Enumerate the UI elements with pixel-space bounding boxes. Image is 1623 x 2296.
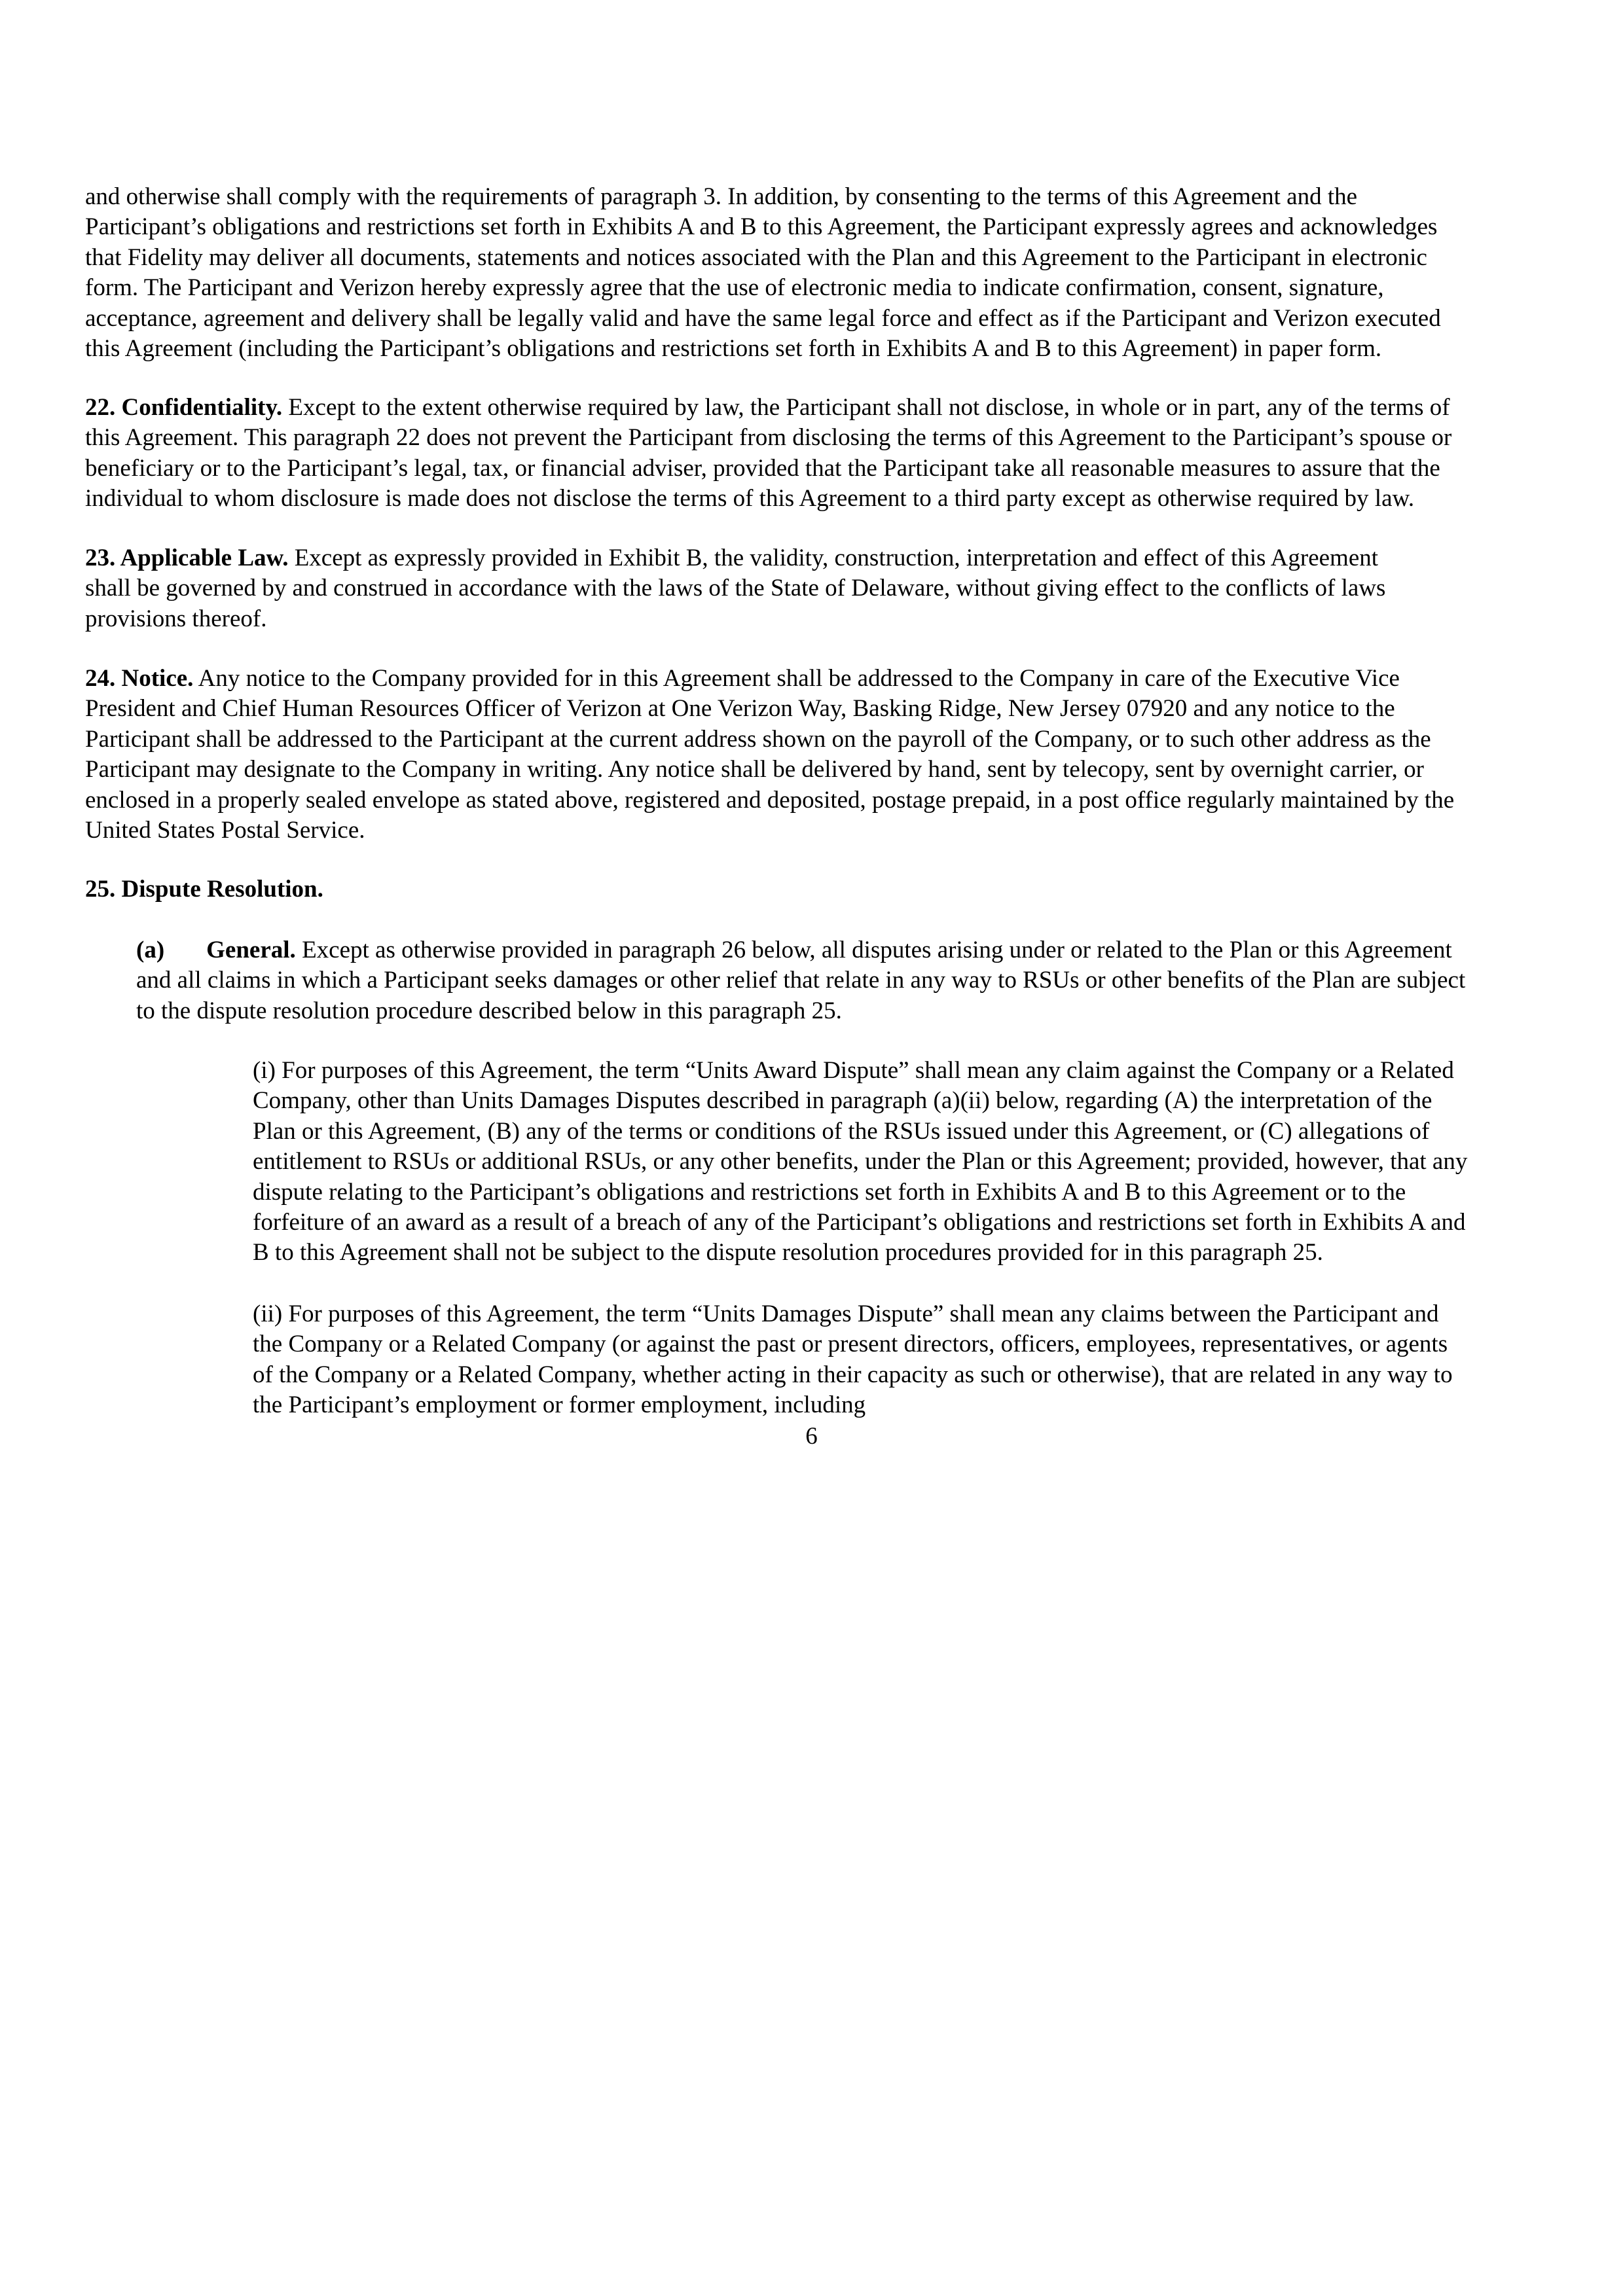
paragraph-line: to the dispute resolution procedure described below in this paragraph 25.	[136, 997, 842, 1024]
paragraph-line: that Fidelity may deliver all documents, statements and notices associated with the Plan and this Agreement to the Participant in electronic	[85, 243, 1427, 271]
paragraph-line: United States Postal Service.	[85, 817, 365, 844]
paragraph-line: Participant may designate to the Company in writing. Any notice shall be delivered by hand, sent by telecopy, sent by overnight carrier, or	[85, 756, 1424, 783]
section-23-applicable-law	[85, 543, 1385, 634]
subsection-heading: General.	[206, 937, 296, 963]
paragraph-line: acceptance, agreement and delivery shall be legally valid and have the same legal force and effect as if the Participant and Verizon executed	[85, 304, 1441, 332]
paragraph-line: the Participant’s employment or former employment, including	[253, 1391, 866, 1419]
section-text: Except as otherwise provided in paragraph 26 below, all disputes arising under or related to the Plan or this Agreement	[295, 937, 1452, 963]
section-text: Any notice to the Company provided for in this Agreement shall be addressed to the Company in care of the Executive Vice	[193, 665, 1400, 692]
paragraph-line: and otherwise shall comply with the requirements of paragraph 3. In addition, by consenting to the terms of this Agreement and the	[85, 183, 1358, 210]
intro-paragraph	[85, 182, 1441, 364]
section-25a-general	[136, 935, 1465, 1026]
paragraph-line: the Company or a Related Company (or against the past or present directors, officers, employees, representatives, or agents	[253, 1331, 1448, 1358]
paragraph-line: this Agreement. This paragraph 22 does not prevent the Participant from disclosing the terms of this Agreement to the Participant’s spouse or	[85, 424, 1452, 452]
paragraph-line: Participant’s obligations and restrictions set forth in Exhibits A and B to this Agreement, the Participant expressly agrees and acknowledges	[85, 213, 1438, 241]
paragraph-line: dispute relating to the Participant’s obligations and restrictions set forth in Exhibits A and B to this Agreement or to the	[253, 1178, 1406, 1206]
paragraph-line: shall be governed by and construed in accordance with the laws of the State of Delaware, without giving effect to the conflicts of laws	[85, 575, 1386, 602]
paragraph-line: of the Company or a Related Company, whether acting in their capacity as such or otherwise), that are related in any way to	[253, 1361, 1453, 1388]
section-25-heading: 25. Dispute Resolution.	[85, 876, 323, 903]
paragraph-line: beneficiary or to the Participant’s legal, tax, or financial adviser, provided that the Participant take all reasonable measures to assure that the	[85, 454, 1440, 482]
section-text: Except as expressly provided in Exhibit B, the validity, construction, interpretation and effect of this Agreement	[288, 545, 1379, 571]
paragraph-line: Participant shall be addressed to the Participant at the current address shown on the payroll of the Company, or to such other address as the	[85, 725, 1431, 753]
paragraph-line: this Agreement (including the Participant’s obligations and restrictions set forth in Exhibits A and B to this Agreement) in paper form.	[85, 335, 1382, 363]
paragraph-line: Company, other than Units Damages Disputes described in paragraph (a)(ii) below, regarding (A) the interpretation of the	[253, 1087, 1432, 1115]
paragraph-line: and all claims in which a Participant seeks damages or other relief that relate in any way to RSUs or other benefits of the Plan are subject	[136, 967, 1466, 994]
section-text: Except to the extent otherwise required by law, the Participant shall not disclose, in whole or in part, any of the terms of	[282, 394, 1450, 421]
paragraph-line: President and Chief Human Resources Officer of Verizon at One Verizon Way, Basking Ridge, New Jersey 07920 and any notice to the	[85, 695, 1395, 723]
paragraph-line: individual to whom disclosure is made does not disclose the terms of this Agreement to a third party except as otherwise required by law.	[85, 485, 1415, 512]
section-heading: 24. Notice.	[85, 665, 194, 692]
section-heading: 22. Confidentiality.	[85, 394, 283, 421]
paragraph-line: (ii) For purposes of this Agreement, the term “Units Damages Dispute” shall mean any claims between the Participant and	[253, 1300, 1439, 1327]
paragraph-line	[85, 664, 1454, 694]
paragraph-line	[85, 393, 1451, 423]
section-22-confidentiality	[85, 393, 1451, 514]
paragraph-line: enclosed in a properly sealed envelope as stated above, registered and deposited, postage prepaid, in a post office regularly maintained by the	[85, 786, 1455, 814]
paragraph-line: Plan or this Agreement, (B) any of the terms or conditions of the RSUs issued under this Agreement, or (C) allegations of	[253, 1117, 1430, 1145]
section-24-notice	[85, 664, 1454, 846]
page-number: 6	[805, 1423, 818, 1450]
paragraph-line: forfeiture of an award as a result of a breach of any of the Participant’s obligations and restrictions set forth in Exhibits A and	[253, 1209, 1466, 1236]
paragraph-line: B to this Agreement shall not be subject to the dispute resolution procedures provided for in this paragraph 25.	[253, 1239, 1323, 1266]
section-heading: 23. Applicable Law.	[85, 545, 289, 571]
paragraph-line	[85, 543, 1385, 573]
paragraph-line: entitlement to RSUs or additional RSUs, or any other benefits, under the Plan or this Agreement; provided, however, that any	[253, 1148, 1468, 1175]
section-25a-ii	[253, 1299, 1453, 1421]
subsection-label: (a)	[136, 937, 165, 963]
paragraph-line: form. The Participant and Verizon hereby expressly agree that the use of electronic media to indicate confirmation, consent, signature,	[85, 274, 1384, 302]
paragraph-line: provisions thereof.	[85, 605, 267, 632]
paragraph-line: (i) For purposes of this Agreement, the term “Units Award Dispute” shall mean any claim against the Company or a Related	[253, 1057, 1454, 1084]
section-25a-i	[253, 1056, 1467, 1268]
paragraph-line	[136, 935, 1465, 965]
